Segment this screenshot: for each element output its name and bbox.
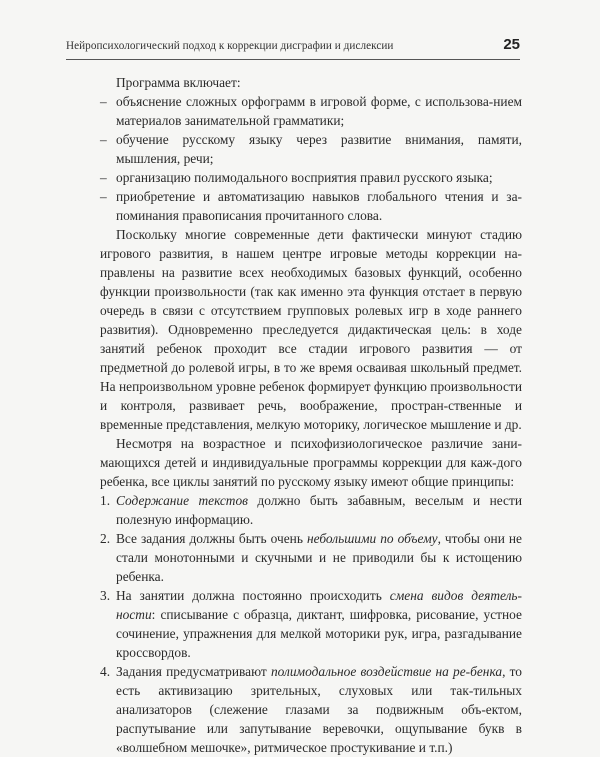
list-item-text: объяснение сложных орфограмм в игровой форме, с использова-нием материалов занимательной грамматики; [116,94,522,128]
page-body [100,73,522,757]
list-dash: – [100,170,107,185]
list-dash: – [100,132,107,147]
list-dash: – [100,94,107,109]
principle-text-after: : списывание с образца, диктант, шифровка, рисование, устное сочинение, упражнения для мелкой моторики рук, игра, разгадывание кроссвордов. [116,607,522,660]
paragraph-principles-intro: Несмотря на возрастное и психофизиологическое различие зани-мающихся детей и индивидуальные программы коррекции для каж-дого ребенка, все циклы занятий по русскому языку имеют общие принципы: [100,436,522,489]
list-item [100,92,522,130]
principle-text-before: Все задания должны быть очень [116,531,307,546]
list-item [100,130,522,168]
principle-text-before: Задания предусматривают [116,664,271,679]
list-item-text: приобретение и автоматизацию навыков глобального чтения и за-поминания правописания прочитанного слова. [116,189,522,223]
header-rule [66,59,520,60]
list-item [100,187,522,225]
list-item [100,168,522,187]
principle-item [100,491,522,529]
principle-emphasis: полимодальное воздействие на ре-бенка [270,664,503,679]
principle-text-after: , то есть активизацию зрительных, слуховых или так-тильных анализаторов (слежение глазами за подвижным объ-ектом, распутывание или запутывание веревочки, ощупывание букв в «волшебном мешочке», ритмическое простукивание и т.п.) [116,664,522,755]
list-dash: – [100,189,107,204]
principle-text: должно быть забавным, веселым и нести полезную информацию. [116,493,522,527]
principle-number: 4. [100,664,111,679]
principle-text-before: На занятии должна постоянно происходить [116,588,390,603]
principle-emphasis: Содержание текстов [116,493,248,508]
principle-number: 3. [100,588,111,603]
principle-item [100,586,522,662]
list-item-text: обучение русскому языку через развитие внимания, памяти, мышления, речи; [116,132,522,166]
principle-emphasis: небольшими по объему [306,531,438,546]
running-title: Нейропсихологический подход к коррекции дисграфии и дислексии [66,40,394,52]
principle-number: 2. [100,531,111,546]
principle-emphasis: смена видов деятель-ности [116,588,522,622]
principle-number: 1. [100,493,111,508]
principle-item [100,529,522,586]
list-item-text: организацию полимодального восприятия правил русского языка; [116,170,493,185]
program-list [100,92,522,225]
page-number: 25 [503,36,520,53]
principle-text-after: , чтобы они не стали монотонными и скучными и не приводили бы к истощению ребенка. [116,531,522,584]
program-intro: Программа включает: [116,75,241,90]
principles-list [100,491,522,757]
paragraph-game-development: Поскольку многие современные дети фактически минуют стадию игрового развития, в нашем центре игровые методы коррекции на-правлены на развитие всех необходимых базовых функций, особенно функции произвольности (так как именно эта функция отстает в первую очередь в связи с отсутствием групповых ролевых игр в ходе раннего развития). Одновременно преследуется дидактическая цель: в ходе занятий ребенок проходит все стадии игрового развития — от предметной до ролевой игры, в то же время осваивая школьный предмет. На непроизвольном уровне ребенок формирует функцию произвольности и контроля, развивает речь, воображение, простран-ственные и временные представления, мелкую моторику, логическое мышление и др. [100,227,522,432]
principle-item [100,662,522,757]
